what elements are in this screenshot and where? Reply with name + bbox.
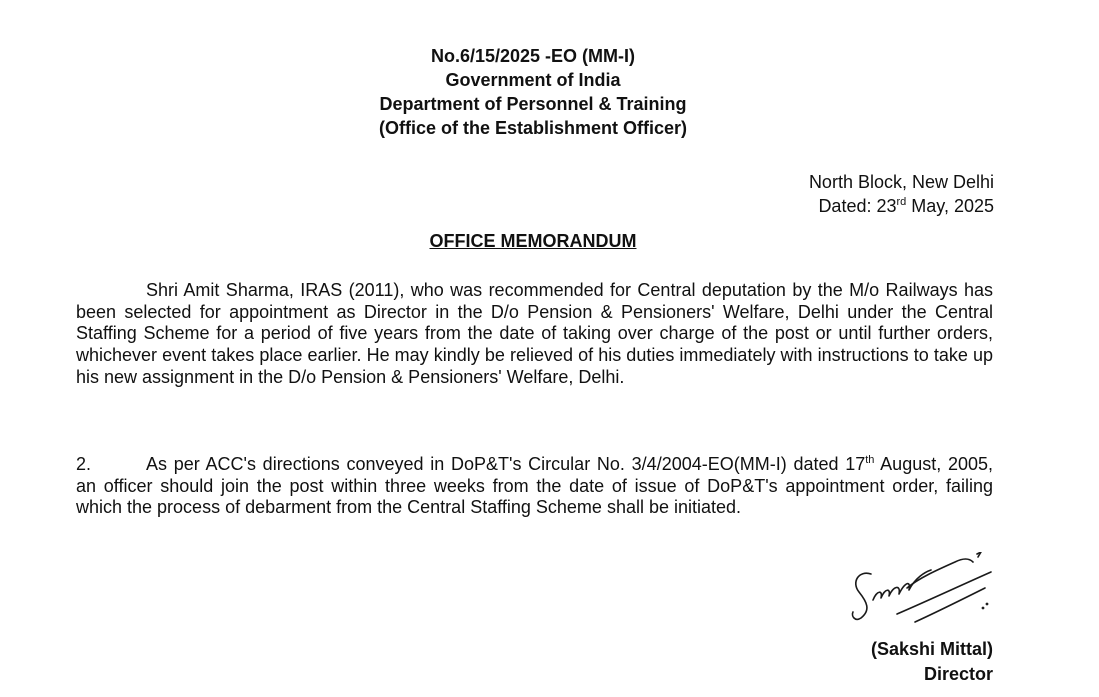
- date-suffix: May, 2025: [906, 196, 994, 216]
- document-header: [0, 44, 1066, 140]
- place-and-date: [809, 170, 994, 218]
- signatory-designation: Director: [923, 664, 993, 684]
- paragraph-2: [76, 454, 993, 519]
- signatory-name: (Sakshi Mittal): [870, 639, 993, 659]
- paragraph-2-part2: August, 2005, an officer should join the post within three weeks from the date of issue of DoP&T's appointment order, failing which the process of debarment from the Central Staffing Scheme shall be initiated.: [76, 454, 994, 518]
- location: North Block, New Delhi: [808, 172, 994, 192]
- file-number: No.6/15/2025 -EO (MM-I): [430, 46, 636, 66]
- date-line: [809, 194, 994, 218]
- date-prefix: Dated: 23: [818, 196, 897, 216]
- paragraph-2-part1: As per ACC's directions conveyed in DoP&T's Circular No. 3/4/2004-EO(MM-I) dated 17: [146, 454, 866, 474]
- paragraph-number: 2.: [76, 454, 92, 474]
- office-name: (Office of the Establishment Officer): [378, 118, 688, 138]
- government-name: Government of India: [445, 70, 621, 90]
- date-ordinal: rd: [896, 196, 907, 208]
- signatory-block: [871, 637, 993, 687]
- signature-image: [845, 552, 995, 632]
- paragraph-2-ordinal: th: [865, 454, 875, 466]
- paragraph-1: Shri Amit Sharma, IRAS (2011), who was recommended for Central deputation by the M/o Railways has been selected for appointment as Director in the D/o Pension & Pensioners' Welfare, Delhi under the Central Staffing Scheme for a period of five years from the date of taking over charge of the post or until further orders, whichever event takes place earlier. He may kindly be relieved of his duties immediately with instructions to take up his new assignment in the D/o Pension & Pensioners' Welfare, Delhi.: [76, 280, 993, 387]
- department-name: Department of Personnel & Training: [379, 94, 687, 114]
- subject-heading: OFFICE MEMORANDUM: [429, 231, 637, 251]
